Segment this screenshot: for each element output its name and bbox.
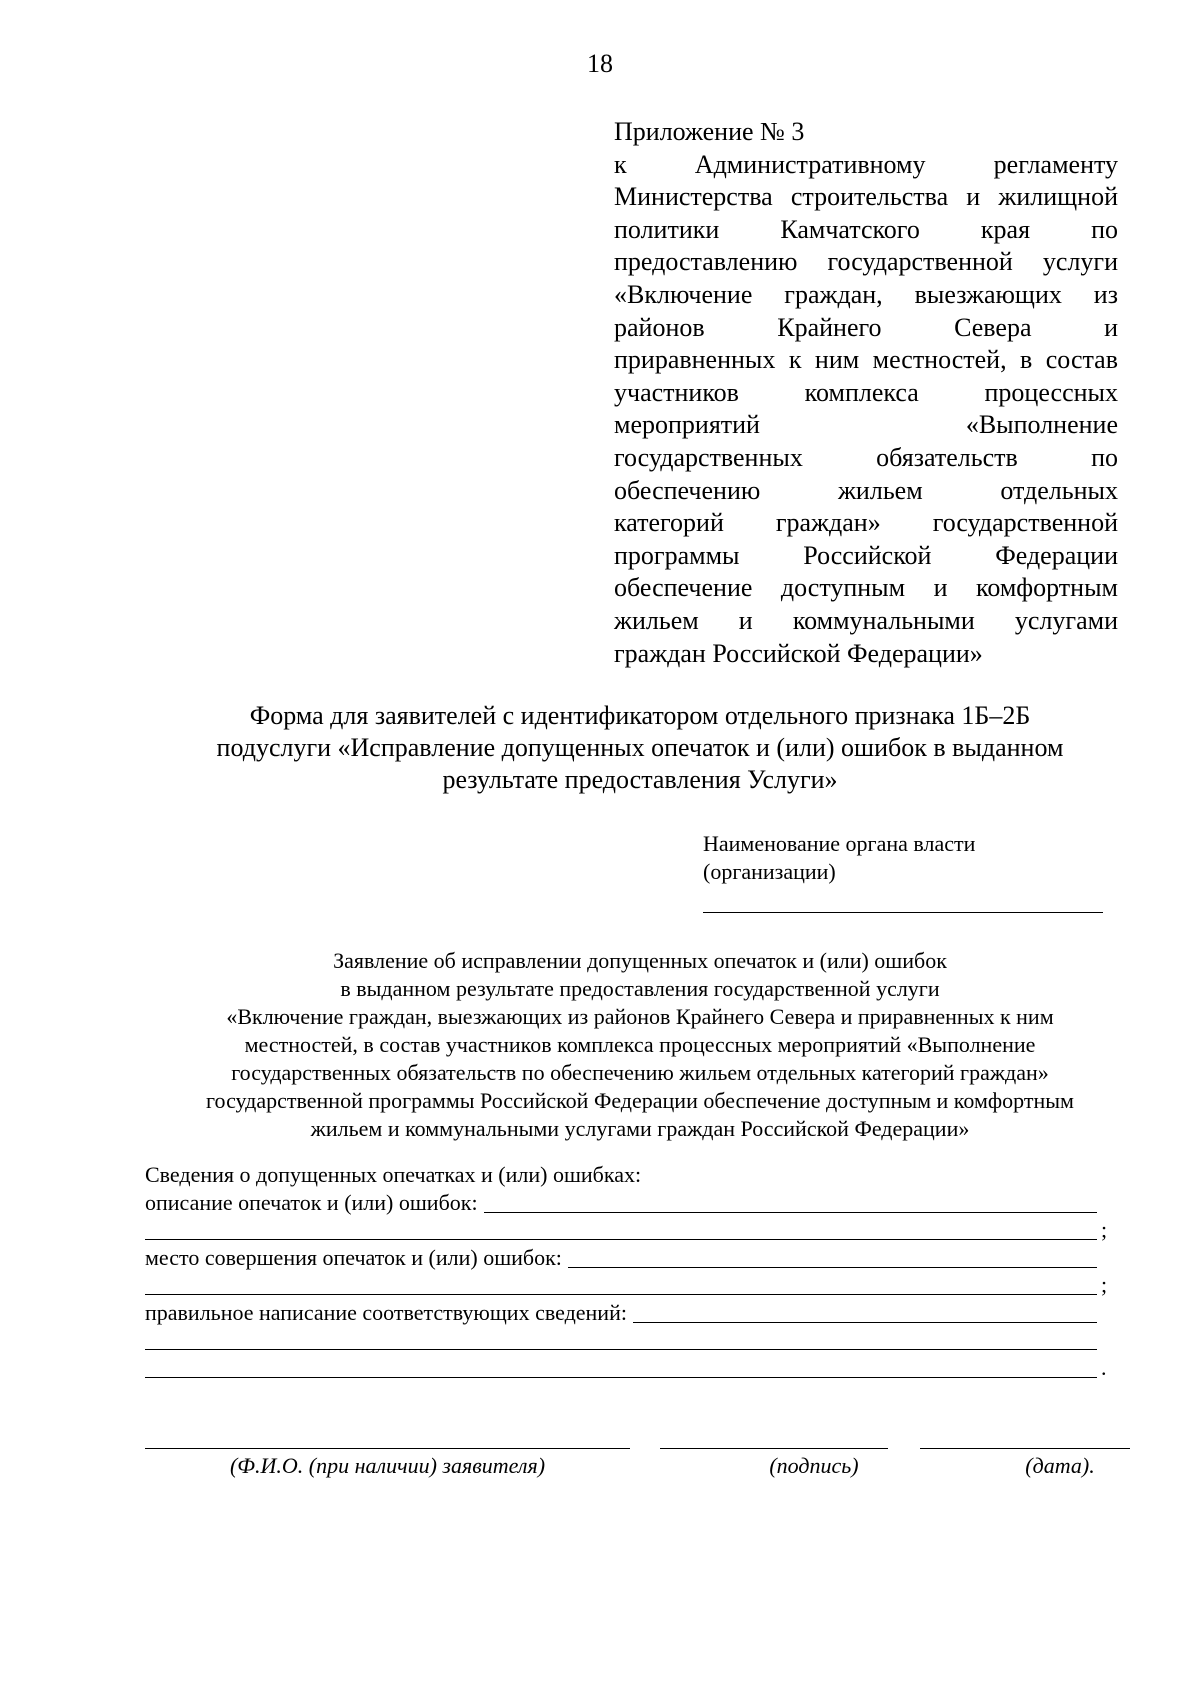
appendix-line: жильем и коммунальными услугами [614,605,1118,635]
correct-row-continued [145,1325,1115,1353]
correct-row [145,1298,1115,1326]
errors-heading: Сведения о допущенных опечатках и (или) ошибках: [145,1162,642,1187]
location-row [145,1243,1115,1271]
appendix-line: государственных обязательств по [614,442,1118,472]
form-title-line: подуслуги «Исправление допущенных опечаток и (или) ошибок в выданном [216,733,1064,762]
authority-line-text: Наименование органа власти [703,831,976,856]
appendix-line: участников комплекса процессных [614,377,1118,407]
row-end-period: . [1101,1355,1107,1380]
description-field[interactable] [484,1192,1097,1213]
statement-line: в выданном результате предоставления государственной услуги [340,976,940,1001]
description-field-continued[interactable] [145,1219,1097,1240]
statement-line: «Включение граждан, выезжающих из районов Крайнего Севера и приравненных к ним [226,1004,1054,1029]
appendix-line: программы Российской Федерации [614,540,1118,570]
statement-line: государственных обязательств по обеспечению жильем отдельных категорий граждан» [231,1060,1049,1085]
location-field[interactable] [568,1247,1097,1268]
page-number: 18 [587,49,613,78]
statement-title [120,947,1160,1143]
appendix-line: категорий граждан» государственной [614,508,1118,538]
description-label: описание опечаток и (или) ошибок: [145,1190,478,1215]
appendix-line: предоставлению государственной услуги [614,247,1118,277]
correct-row-final [145,1353,1115,1381]
date-caption: (дата). [1025,1453,1095,1478]
errors-heading-row [145,1160,1115,1188]
form-title-line: результате предоставления Услуги» [442,765,838,794]
description-row [145,1188,1115,1216]
location-row-continued [145,1270,1115,1298]
appendix-line: Министерства строительства и жилищной [614,182,1118,212]
statement-line: Заявление об исправлении допущенных опечаток и (или) ошибок [333,948,947,973]
form-title [100,700,1180,796]
appendix-line: обеспечению жильем отдельных [614,475,1118,505]
description-row-continued [145,1215,1115,1243]
appendix-line: граждан Российской Федерации» [614,638,983,668]
correct-label: правильное написание соответствующих сведений: [145,1300,627,1325]
date-field[interactable] [920,1448,1130,1449]
correct-field-continued[interactable] [145,1329,1097,1350]
statement-line: местностей, в состав участников комплекса процессных мероприятий «Выполнение [244,1032,1036,1057]
appendix-line: политики Камчатского края по [614,214,1118,244]
appendix-line: приравненных к ним местностей, в состав [614,345,1118,375]
appendix-line: к Административному регламенту [614,149,1118,179]
correct-field-final[interactable] [145,1357,1097,1378]
signature-caption: (подпись) [769,1453,859,1478]
correct-field[interactable] [633,1302,1097,1323]
appendix-line: мероприятий «Выполнение [614,410,1118,440]
applicant-name-caption: (Ф.И.О. (при наличии) заявителя) [229,1453,546,1478]
form-title-line: Форма для заявителей с идентификатором отдельного признака 1Б–2Б [249,701,1031,730]
appendix-line: обеспечение доступным и комфортным [614,573,1118,603]
authority-line-text: (организации) [703,859,836,884]
location-label: место совершения опечаток и (или) ошибок: [145,1245,562,1270]
appendix-line: «Включение граждан, выезжающих из [614,279,1118,309]
appendix-line: Приложение № 3 [614,117,805,146]
statement-line: государственной программы Российской Федерации обеспечение доступным и комфортным [206,1088,1074,1113]
appendix-line: районов Крайнего Севера и [614,312,1118,342]
statement-line: жильем и коммунальными услугами граждан Российской Федерации» [310,1116,970,1141]
authority-name-field[interactable] [703,912,1103,913]
row-end-semicolon: ; [1101,1217,1108,1242]
signature-field[interactable] [660,1448,888,1449]
location-field-continued[interactable] [145,1274,1097,1295]
appendix-block [614,116,1118,670]
row-end-semicolon: ; [1101,1272,1108,1297]
authority-block [703,830,1123,886]
applicant-name-field[interactable] [145,1448,630,1449]
